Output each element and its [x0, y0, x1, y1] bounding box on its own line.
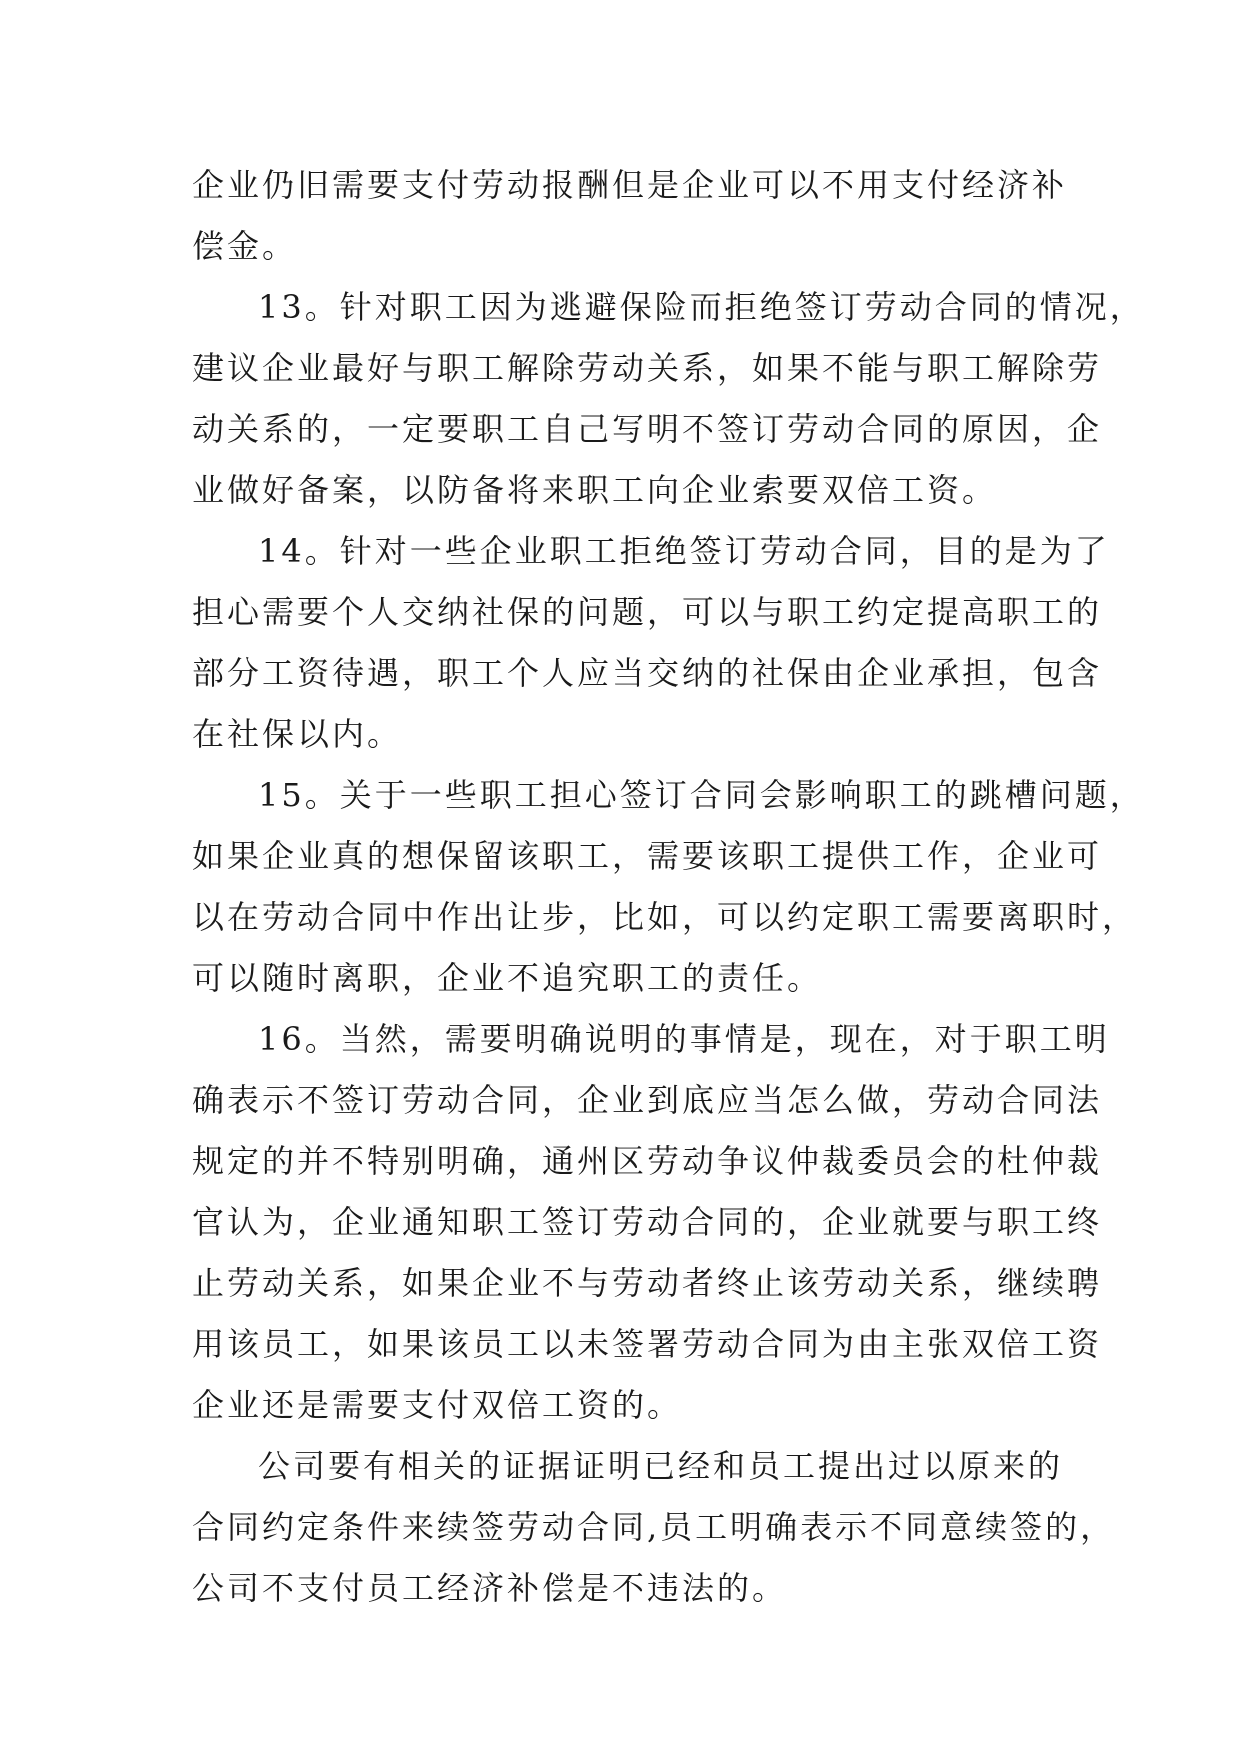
text-line: 偿金。 — [192, 227, 298, 265]
text-line: 公司要有相关的证据证明已经和员工提出过以原来的 — [258, 1447, 1064, 1485]
text-line: 如果企业真的想保留该职工，需要该职工提供工作，企业可 — [192, 837, 1103, 875]
text-line: 业做好备案，以防备将来职工向企业索要双倍工资。 — [192, 471, 998, 509]
text-line: 官认为，企业通知职工签订劳动合同的，企业就要与职工终 — [192, 1203, 1103, 1241]
text-line: 以在劳动合同中作出让步，比如，可以约定职工需要离职时， — [192, 898, 1138, 936]
text-line: 15。关于一些职工担心签订合同会影响职工的跳槽问题， — [258, 776, 1145, 814]
text-line: 在社保以内。 — [192, 715, 403, 753]
text-line: 止劳动关系，如果企业不与劳动者终止该劳动关系，继续聘 — [192, 1264, 1103, 1302]
text-line: 用该员工，如果该员工以未签署劳动合同为由主张双倍工资 — [192, 1325, 1103, 1363]
text-line: 部分工资待遇，职工个人应当交纳的社保由企业承担，包含 — [192, 654, 1103, 692]
text-line: 16。当然，需要明确说明的事情是，现在，对于职工明 — [258, 1020, 1110, 1058]
document-page — [192, 155, 1145, 1619]
document-body — [192, 155, 1145, 1619]
text-line: 13。针对职工因为逃避保险而拒绝签订劳动合同的情况， — [258, 288, 1145, 326]
text-line: 合同约定条件来续签劳动合同,员工明确表示不同意续签的， — [192, 1508, 1116, 1546]
text-line: 公司不支付员工经济补偿是不违法的。 — [192, 1569, 788, 1607]
text-line: 企业仍旧需要支付劳动报酬但是企业可以不用支付经济补 — [192, 166, 1068, 204]
text-line: 确表示不签订劳动合同，企业到底应当怎么做，劳动合同法 — [192, 1081, 1103, 1119]
text-line: 企业还是需要支付双倍工资的。 — [192, 1386, 683, 1424]
text-line: 可以随时离职，企业不追究职工的责任。 — [192, 959, 823, 997]
text-line: 规定的并不特别明确，通州区劳动争议仲裁委员会的杜仲裁 — [192, 1142, 1103, 1180]
text-line: 建议企业最好与职工解除劳动关系，如果不能与职工解除劳 — [192, 349, 1103, 387]
text-line: 动关系的，一定要职工自己写明不签订劳动合同的原因，企 — [192, 410, 1103, 448]
text-line: 担心需要个人交纳社保的问题，可以与职工约定提高职工的 — [192, 593, 1103, 631]
text-line: 14。针对一些企业职工拒绝签订劳动合同，目的是为了 — [258, 532, 1110, 570]
